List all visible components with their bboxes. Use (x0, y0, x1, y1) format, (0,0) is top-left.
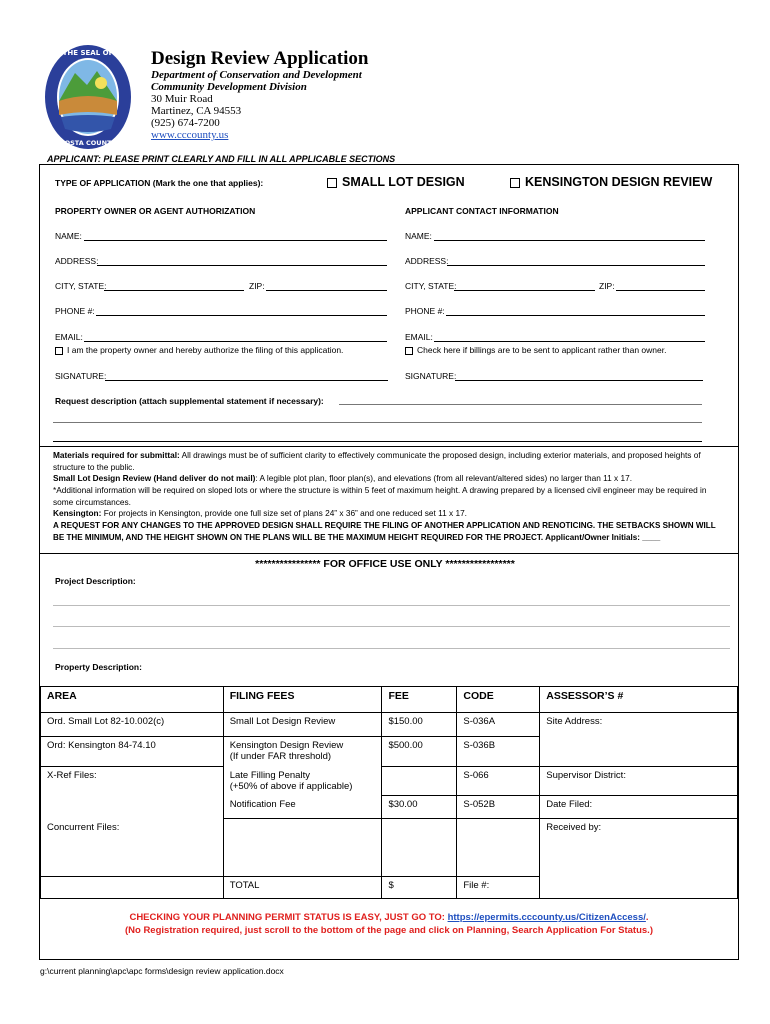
applicant-city-label: CITY, STATE: (405, 281, 457, 291)
applicant-billing-checkbox[interactable]: Check here if billings are to be sent to applicant rather than owner. (405, 345, 666, 355)
owner-signature-label: SIGNATURE: (55, 371, 107, 381)
received-by-cell[interactable]: Received by: (540, 819, 738, 899)
small-lot-option[interactable]: SMALL LOT DESIGN (327, 175, 465, 189)
applicant-phone-field[interactable] (446, 306, 705, 316)
total-label-cell: TOTAL (223, 877, 382, 899)
filing-cell: Kensington Design Review (If under FAR threshold) (223, 737, 382, 767)
supervisor-district-cell[interactable]: Supervisor District: (540, 767, 738, 796)
request-line[interactable] (53, 422, 702, 423)
small-lot-paragraph: Small Lot Design Review (Hand deliver do not mail): A legible plot plan, floor plan(s), and elevations (from all relevant/altered sides) no larger than 11 x 17. (53, 473, 633, 483)
address-line-2: Martinez, CA 94553 (151, 105, 242, 117)
owner-address-label: ADDRESS: (55, 256, 99, 266)
owner-name-field[interactable] (84, 231, 387, 241)
fee-cell[interactable] (382, 767, 457, 796)
owner-address-field[interactable] (97, 256, 387, 266)
area-cell (41, 877, 224, 899)
code-cell: S-066 (457, 767, 540, 796)
additional-info-paragraph: *Additional information will be required on sloped lots or where the structure is within 5 feet of maximum height. A drawing prepared by a licensed civil engineer may be required in some circumstances. (53, 485, 707, 507)
applicant-email-label: EMAIL: (405, 332, 433, 342)
registration-notice: (No Registration required, just scroll to the bottom of the page and click on Planning, Search Application For Status.) (124, 925, 653, 936)
applicant-zip-field[interactable] (616, 281, 705, 291)
owner-city-label: CITY, STATE: (55, 281, 107, 291)
file-path-footer: g:\current planning\apc\apc forms\design review application.docx (40, 966, 284, 976)
project-description-line[interactable] (53, 648, 730, 649)
header-area: AREA (41, 687, 224, 713)
area-cell: Ord. Small Lot 82-10.002(c) (41, 713, 224, 737)
file-number-cell[interactable]: File #: (457, 877, 540, 899)
request-line[interactable] (53, 441, 702, 442)
header-code: CODE (457, 687, 540, 713)
divider (40, 446, 738, 447)
permit-status-notice: CHECKING YOUR PLANNING PERMIT STATUS IS EASY, JUST GO TO: https://epermits.cccounty.us/CitizenAccess/. (129, 912, 649, 923)
materials-paragraph: Materials required for submittal: All drawings must be of sufficient clarity to effectively communicate the proposed design, including exterior materials, and proposed heights of structure to the public. (53, 450, 701, 472)
department-name: Department of Conservation and Development (151, 69, 362, 81)
fees-table (40, 686, 738, 899)
area-cell: Ord: Kensington 84-74.10 (41, 737, 224, 767)
applicant-signature-field[interactable] (455, 371, 703, 381)
header-filing-fees: FILING FEES (223, 687, 382, 713)
fee-cell: $30.00 (382, 796, 457, 819)
xref-files-cell[interactable]: X-Ref Files: (41, 767, 224, 819)
code-cell (457, 819, 540, 877)
phone-number: (925) 674-7200 (151, 117, 220, 129)
table-row (41, 819, 738, 877)
county-seal-logo (43, 43, 133, 151)
filing-cell: Notification Fee (223, 796, 382, 819)
applicant-name-field[interactable] (434, 231, 705, 241)
owner-name-label: NAME: (55, 231, 82, 241)
owner-email-label: EMAIL: (55, 332, 83, 342)
divider (40, 553, 738, 554)
svg-text:COSTA COUNTY: COSTA COUNTY (59, 139, 117, 147)
citizen-access-link[interactable]: https://epermits.cccounty.us/CitizenAccess/ (447, 912, 646, 923)
owner-zip-field[interactable] (266, 281, 387, 291)
code-cell: S-036B (457, 737, 540, 767)
application-type-label: TYPE OF APPLICATION (Mark the one that applies): (55, 178, 264, 188)
applicant-heading: APPLICANT CONTACT INFORMATION (405, 206, 559, 216)
office-use-heading: **************** FOR OFFICE USE ONLY ***************** (255, 558, 515, 570)
code-cell: S-052B (457, 796, 540, 819)
applicant-signature-label: SIGNATURE: (405, 371, 457, 381)
owner-heading: PROPERTY OWNER OR AGENT AUTHORIZATION (55, 206, 256, 216)
table-row (41, 713, 738, 737)
owner-phone-field[interactable] (96, 306, 387, 316)
kensington-option[interactable]: KENSINGTON DESIGN REVIEW (510, 175, 712, 189)
applicant-address-label: ADDRESS: (405, 256, 449, 266)
project-description-line[interactable] (53, 626, 730, 627)
filing-cell (223, 819, 382, 877)
instructions: APPLICANT: PLEASE PRINT CLEARLY AND FILL IN ALL APPLICABLE SECTIONS (47, 154, 396, 164)
fee-cell (382, 819, 457, 877)
property-description-label: Property Description: (55, 662, 142, 672)
header-assessor: ASSESSOR’S # (540, 687, 738, 713)
page-title: Design Review Application (151, 48, 369, 69)
code-cell: S-036A (457, 713, 540, 737)
header-fee: FEE (382, 687, 457, 713)
website-link[interactable]: www.cccounty.us (151, 129, 229, 141)
owner-phone-label: PHONE #: (55, 306, 95, 316)
checkbox-icon[interactable] (327, 178, 337, 188)
kensington-paragraph: Kensington: For projects in Kensington, provide one full size set of plans 24” x 36” and one reduced set 11 x 17. (53, 508, 467, 518)
checkbox-icon[interactable] (405, 347, 413, 355)
owner-email-field[interactable] (84, 332, 387, 342)
address-line-1: 30 Muir Road (151, 93, 213, 105)
project-description-line[interactable] (53, 605, 730, 606)
date-filed-cell[interactable]: Date Filed: (540, 796, 738, 819)
fee-cell: $150.00 (382, 713, 457, 737)
applicant-phone-label: PHONE #: (405, 306, 445, 316)
applicant-email-field[interactable] (434, 332, 705, 342)
site-address-cell[interactable]: Site Address: (540, 713, 738, 767)
table-row (41, 767, 738, 796)
division-name: Community Development Division (151, 81, 307, 93)
applicant-name-label: NAME: (405, 231, 432, 241)
applicant-city-field[interactable] (454, 281, 595, 291)
owner-city-field[interactable] (104, 281, 244, 291)
applicant-address-field[interactable] (447, 256, 705, 266)
project-description-label: Project Description: (55, 576, 136, 586)
changes-notice: A REQUEST FOR ANY CHANGES TO THE APPROVED DESIGN SHALL REQUIRE THE FILING OF ANOTHER APPLICATION AND RENOTICING. THE SETBACKS SHOWN WILL BE THE MINIMUM, AND THE HEIGHT SHOWN ON THE PLANS WILL BE THE MAXIMUM HEIGHT REQUIRED FOR THE PROJECT. Applicant/Owner Initials: ____ (53, 521, 716, 542)
applicant-zip-label: ZIP: (599, 281, 615, 291)
filing-cell: Late Filling Penalty (+50% of above if applicable) (223, 767, 382, 796)
svg-text:THE SEAL OF: THE SEAL OF (62, 49, 114, 57)
owner-signature-field[interactable] (105, 371, 388, 381)
checkbox-icon[interactable] (55, 347, 63, 355)
owner-authorize-checkbox[interactable]: I am the property owner and hereby authorize the filing of this application. (55, 345, 343, 355)
table-header-row (41, 687, 738, 713)
request-description-label: Request description (attach supplemental statement if necessary): (55, 396, 324, 406)
owner-zip-label: ZIP: (249, 281, 265, 291)
checkbox-icon[interactable] (510, 178, 520, 188)
request-line[interactable] (339, 404, 702, 405)
concurrent-files-cell[interactable]: Concurrent Files: (41, 819, 224, 877)
filing-cell: Small Lot Design Review (223, 713, 382, 737)
fee-cell: $500.00 (382, 737, 457, 767)
total-fee-cell[interactable]: $ (382, 877, 457, 899)
